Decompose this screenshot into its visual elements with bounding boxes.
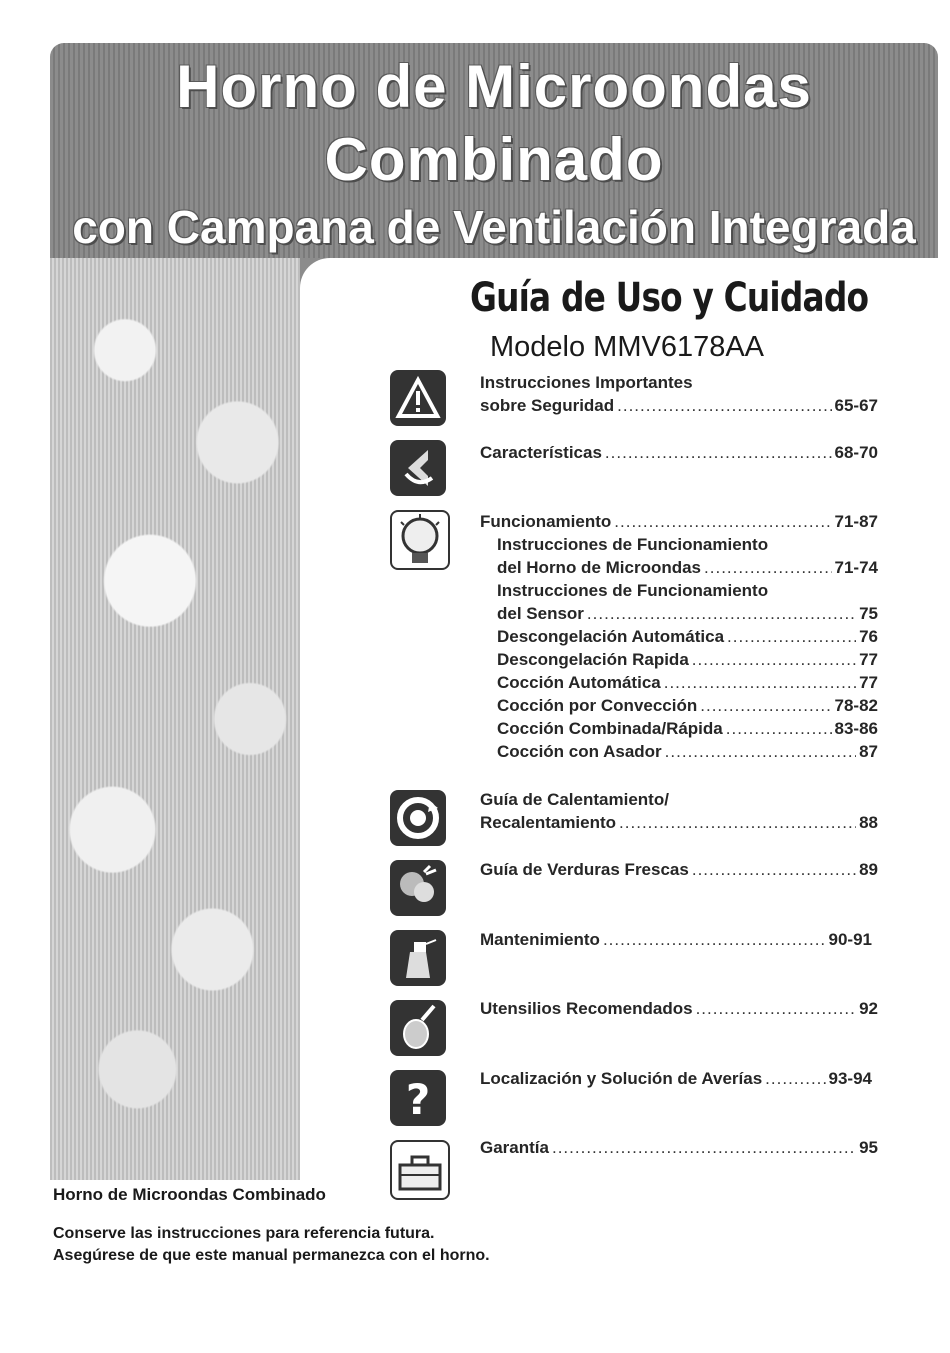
toolbox-icon [390, 1140, 450, 1200]
footer-note-1: Conserve las instrucciones para referencia futura. [53, 1225, 435, 1242]
photo-caption: Horno de Microondas Combinado [53, 1185, 326, 1204]
toc-sub-label: Instrucciones de Funcionamiento [497, 581, 769, 600]
leader-dots [587, 602, 856, 625]
toc-utensils [480, 997, 878, 1020]
question-icon [390, 1070, 446, 1126]
toc-label: sobre Seguridad [480, 396, 615, 415]
leader-dots [726, 717, 832, 740]
toc-pages: 75 [859, 604, 878, 623]
banner-corner-curve [300, 258, 360, 318]
reheat-icon [390, 790, 446, 846]
toc-pages: 90-91 [828, 930, 872, 949]
leader-dots [692, 858, 856, 881]
toc-maintenance [480, 928, 872, 951]
toc-sub-label: Cocción Combinada/Rápida [497, 719, 723, 738]
toc-label: Guía de Verduras Frescas [480, 860, 689, 879]
toc-pages: 89 [859, 860, 878, 879]
leader-dots [727, 625, 856, 648]
toc-label: Instrucciones Importantes [480, 373, 693, 392]
title-line-3: con Campana de Ventilación Integrada [72, 201, 916, 253]
toc-sub-label: del Sensor [497, 604, 584, 623]
footer-note-2: Asegúrese de que este manual permanezca con el horno. [53, 1247, 490, 1264]
toc-features [480, 441, 878, 464]
toc-pages: 78-82 [834, 696, 878, 715]
toc-pages: 93-94 [828, 1069, 872, 1088]
cauliflower-photo [50, 258, 300, 1180]
spray-bottle-icon [390, 930, 446, 986]
lightbulb-icon [390, 510, 450, 570]
toc-label: Guía de Calentamiento/ [480, 790, 669, 809]
leader-dots [704, 556, 831, 579]
utensil-icon [390, 1000, 446, 1056]
toc-reheating [480, 788, 878, 834]
toc-pages: 92 [859, 999, 878, 1018]
leader-dots [614, 510, 831, 533]
toc-sub-label: Cocción Automática [497, 673, 661, 692]
toc-label: Localización y Solución de Averías [480, 1069, 763, 1088]
toc-vegetables [480, 858, 878, 881]
title-line-1: Horno de Microondas [176, 53, 812, 120]
toc-pages: 87 [859, 742, 878, 761]
toc-sub-label: del Horno de Microondas [497, 558, 702, 577]
toc-pages: 88 [859, 813, 878, 832]
toc-label: Recalentamiento [480, 813, 617, 832]
toc-sub-label: Cocción con Asador [497, 742, 662, 761]
toc-pages: 77 [859, 673, 878, 692]
leader-dots [700, 694, 831, 717]
toc-pages: 68-70 [834, 443, 878, 462]
toc-sub-label: Descongelación Rapida [497, 650, 689, 669]
toc-pages: 76 [859, 627, 878, 646]
leader-dots [664, 671, 856, 694]
toc-pages: 71-87 [834, 512, 878, 531]
toc-warranty [480, 1136, 878, 1159]
toc-label: Funcionamiento [480, 512, 612, 531]
toc-sub-label: Cocción por Convección [497, 696, 698, 715]
guide-title: Guía de Uso y Cuidado [470, 275, 869, 321]
svg-text:?: ? [405, 1075, 431, 1122]
leader-dots [603, 928, 826, 951]
toc-label: Mantenimiento [480, 930, 600, 949]
warning-icon [390, 370, 446, 426]
toc-safety [480, 371, 878, 417]
toc-label: Garantía [480, 1138, 549, 1157]
vegetables-icon [390, 860, 446, 916]
toc-operation [480, 510, 878, 763]
toc-pages: 65-67 [834, 396, 878, 415]
leader-dots [765, 1067, 825, 1090]
toc-sub-label: Descongelación Automática [497, 627, 725, 646]
leader-dots [692, 648, 856, 671]
leader-dots [605, 441, 832, 464]
toc-troubleshooting [480, 1067, 872, 1090]
leader-dots [665, 740, 856, 763]
title-line-2: Combinado [324, 126, 664, 193]
model-number: Modelo MMV6178AA [490, 331, 765, 363]
toc-pages: 83-86 [834, 719, 878, 738]
leader-dots [617, 394, 831, 417]
toc-pages: 77 [859, 650, 878, 669]
toc-label: Características [480, 443, 602, 462]
toc-pages: 71-74 [834, 558, 878, 577]
arrow-icon [390, 440, 446, 496]
leader-dots [696, 997, 857, 1020]
toc-pages: 95 [859, 1138, 878, 1157]
leader-dots [619, 811, 856, 834]
toc-label: Utensilios Recomendados [480, 999, 693, 1018]
toc-sub-label: Instrucciones de Funcionamiento [497, 535, 769, 554]
leader-dots [552, 1136, 856, 1159]
